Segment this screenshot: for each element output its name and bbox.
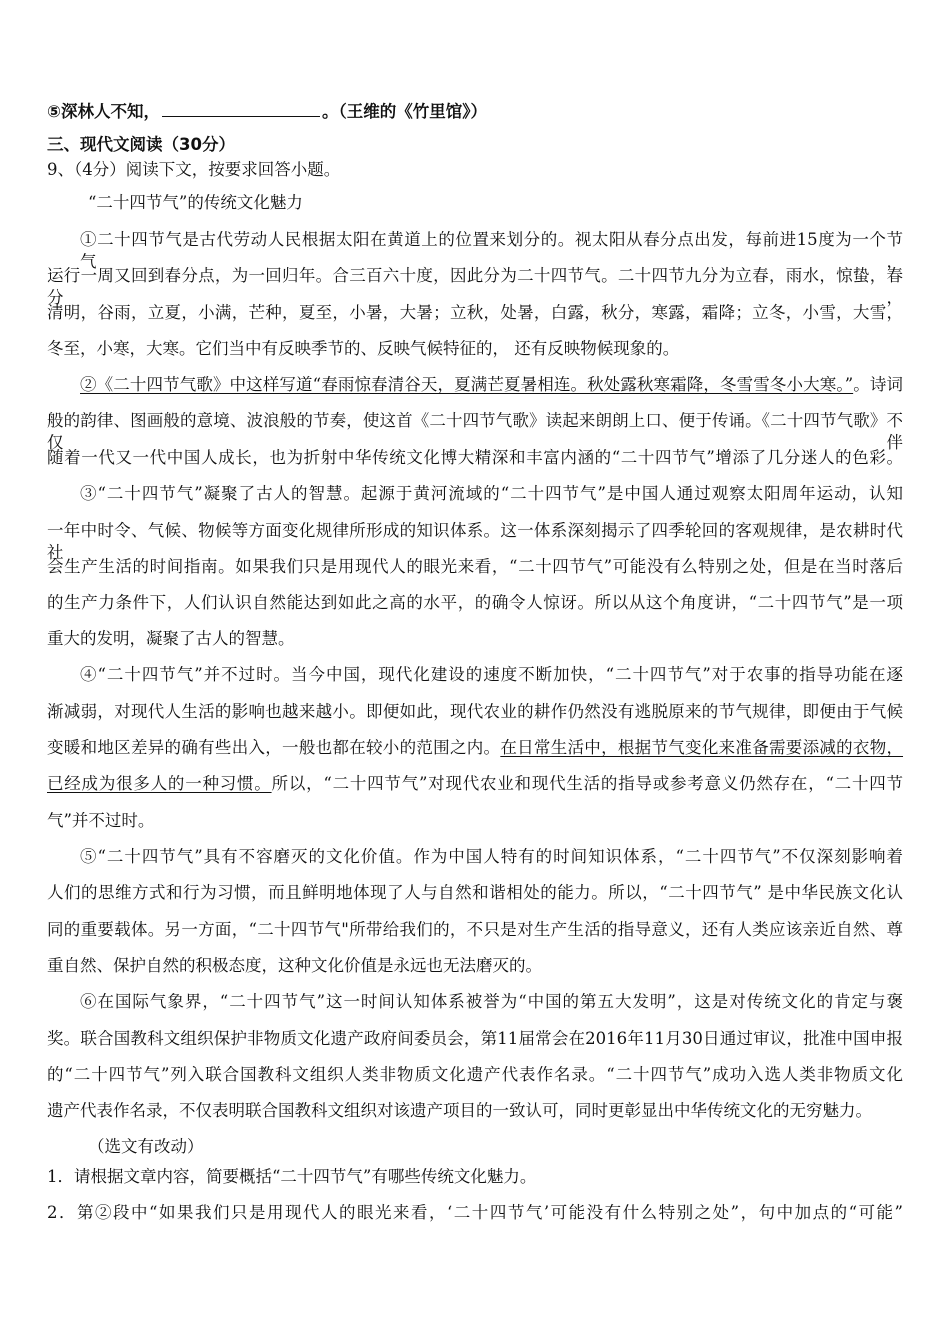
text-line — [47, 955, 903, 977]
text-line — [47, 737, 903, 759]
text-segment: 2．第②段中“如果我们只是用现代人的眼光来看，‘二十四节气’可能没有什么特别之处”，句中加点的“可能” — [47, 1203, 903, 1222]
text-line — [47, 302, 903, 324]
underlined-text: ②《二十四节气歌》中这样写道“春雨惊春清谷天，夏满芒夏暑相连。秋处露秋寒霜降，冬雪雪冬小大寒。” — [80, 375, 854, 394]
text-segment: 9、（4分）阅读下文，按要求回答小题。 — [47, 160, 341, 179]
underlined-text: 已经成为很多人的一种习惯。 — [47, 774, 272, 793]
text-line — [47, 919, 903, 941]
text-segment: 的生产力条件下，人们认识自然能达到如此之高的水平，的确令人惊讶。所以从这个角度讲，“二十四节气”是一项 — [47, 593, 903, 612]
text-segment: 随着一代又一代中国人成长，也为折射中华传统文化博大精深和丰富内涵的“二十四节气”增添了几分迷人的色彩。 — [47, 448, 903, 467]
text-segment: 般的韵律、图画般的意境、波浪般的节奏，使这首《二十四节气歌》读起来朗朗上口、便于传诵。《二十四节气歌》不仅伴 — [47, 411, 903, 452]
text-segment: 。（王维的《竹里馆》） — [321, 102, 487, 121]
text-line — [47, 338, 903, 360]
text-segment: 三、现代文阅读（30分） — [47, 135, 235, 154]
text-line — [47, 628, 903, 650]
text-segment: 一年中时令、气候、物候等方面变化规律所形成的知识体系。这一体系深刻揭示了四季轮回的客观规律，是农耕时代社 — [47, 521, 903, 562]
text-segment: 遗产代表作名录，不仅表明联合国教科文组织对该遗产项目的一致认可，同时更彰显出中华传统文化的无穷魅力。 — [47, 1101, 872, 1120]
text-segment: ⑤深林人不知， — [47, 102, 160, 121]
text-line — [47, 556, 903, 578]
text-line — [47, 773, 903, 795]
text-segment: 重大的发明，凝聚了古人的智慧。 — [47, 629, 295, 648]
text-line — [47, 846, 903, 868]
text-segment: 气”并不过时。 — [47, 811, 155, 830]
text-line — [47, 1202, 903, 1224]
text-segment: ④“二十四节气”并不过时。当今中国，现代化建设的速度不断加快，“二十四节气”对于农事的指导功能在逐 — [80, 665, 903, 684]
text-segment: 重自然、保护自然的积极态度，这种文化价值是永远也无法磨灭的。 — [47, 956, 542, 975]
text-segment: 1．请根据文章内容，简要概括“二十四节气”有哪些传统文化魅力。 — [47, 1167, 537, 1186]
text-segment: （选文有改动） — [88, 1137, 204, 1156]
text-line — [47, 664, 903, 686]
text-segment: 的“二十四节气”列入联合国教科文组织人类非物质文化遗产代表作名录。“二十四节气”成功入选人类非物质文化 — [47, 1065, 903, 1084]
text-segment: 清明，谷雨，立夏，小满，芒种，夏至，小暑，大暑；立秋，处暑，白露，秋分，寒露，霜降；立冬，小雪，大雪， — [47, 303, 903, 322]
fill-in-blank[interactable] — [162, 100, 320, 117]
text-line — [47, 991, 903, 1013]
text-segment: 奖。联合国教科文组织保护非物质文化遗产政府间委员会，第11届常会在2016年11月30日通过审议，批准中国申报 — [47, 1029, 903, 1048]
text-segment: 运行一周又回到春分点，为一回归年。合三百六十度，因此分为二十四节气。二十四节九分为立春，雨水，惊蛰，春分， — [47, 266, 903, 307]
text-segment: 人们的思维方式和行为习惯，而且鲜明地体现了人与自然和谐相处的能力。所以，“二十四节气” 是中华民族文化认 — [47, 883, 903, 902]
text-line — [47, 1064, 903, 1086]
text-segment: ③“二十四节气”凝聚了古人的智慧。起源于黄河流域的“二十四节气”是中国人通过观察太阳周年运动，认知 — [80, 484, 903, 503]
text-segment: “二十四节气”的传统文化魅力 — [88, 193, 303, 212]
text-segment: 同的重要载体。另一方面，“二十四节气"所带给我们的，不只是对生产生活的指导意义，还有人类应该亲近自然、尊 — [47, 920, 903, 939]
text-line — [47, 1136, 903, 1158]
text-line — [47, 701, 903, 723]
text-segment: 变暖和地区差异的确有些出入，一般也都在较小的范围之内。 — [47, 738, 501, 757]
text-line — [47, 483, 903, 505]
text-segment: 。诗词 — [853, 375, 904, 394]
text-segment: ⑤“二十四节气”具有不容磨灭的文化价值。作为中国人特有的时间知识体系，“二十四节气”不仅深刻影响着 — [80, 847, 903, 866]
text-segment: 渐减弱，对现代人生活的影响也越来越小。即便如此，现代农业的耕作仍然没有逃脱原来的节气规律，即便由于气候 — [47, 702, 903, 721]
text-line — [47, 1028, 903, 1050]
section-heading-line — [47, 100, 903, 123]
text-line — [47, 192, 903, 214]
text-line — [47, 447, 903, 469]
text-line — [47, 1166, 903, 1188]
underlined-text: 在日常生活中，根据节气变化来准备需要添减的衣物， — [500, 738, 904, 757]
section-heading-line — [47, 134, 903, 156]
text-line — [47, 810, 903, 832]
text-line — [47, 159, 903, 181]
text-segment: 会生产生活的时间指南。如果我们只是用现代人的眼光来看，“二十四节气”可能没有么特别之处，但是在当时落后 — [47, 557, 903, 576]
text-line — [47, 374, 903, 396]
text-segment: ①二十四节气是古代劳动人民根据太阳在黄道上的位置来划分的。视太阳从春分点出发，每前进15度为一个节气， — [80, 230, 903, 271]
text-segment: ⑥在国际气象界，“二十四节气”这一时间认知体系被誉为“中国的第五大发明”，这是对传统文化的肯定与褒 — [80, 992, 903, 1011]
text-segment: 冬至，小寒，大寒。它们当中有反映季节的、反映气候特征的， 还有反映物候现象的。 — [47, 339, 680, 358]
text-line — [47, 882, 903, 904]
text-segment: 所以，“二十四节气”对现代农业和现代生活的指导或参考意义仍然存在，“二十四节 — [271, 774, 903, 793]
text-line — [47, 592, 903, 614]
text-line — [47, 1100, 903, 1122]
